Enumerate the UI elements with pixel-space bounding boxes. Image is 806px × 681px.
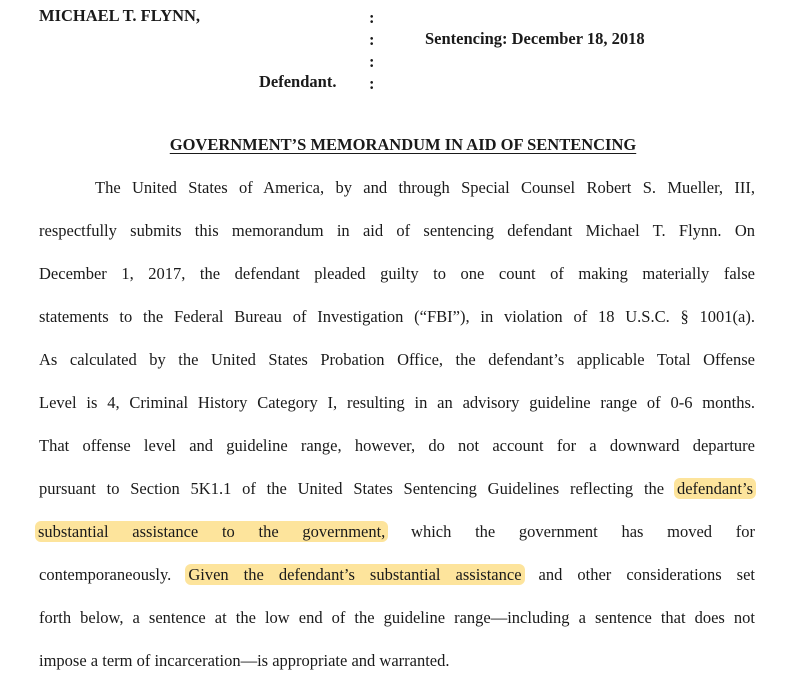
caption-colon: : <box>369 30 375 49</box>
body-line-9 <box>36 521 755 543</box>
body-line-5 <box>39 349 755 371</box>
body-text: That offense level and guideline range, however, do not account for a downward departure <box>39 436 755 455</box>
highlighted-text: Given the defendant’s substantial assistance <box>185 564 524 585</box>
sentencing-date: Sentencing: December 18, 2018 <box>425 29 645 48</box>
body-line-12 <box>39 650 755 672</box>
caption-colon: : <box>369 74 375 93</box>
body-text: pursuant to Section 5K1.1 of the United States Sentencing Guidelines reflecting the <box>39 479 665 498</box>
body-text: December 1, 2017, the defendant pleaded guilty to one count of making materially false <box>39 264 755 283</box>
body-text: respectfully submits this memorandum in aid of sentencing defendant Michael T. Flynn. On <box>39 221 755 240</box>
highlighted-text: substantial assistance to the government, <box>35 521 388 542</box>
caption-colon: : <box>369 8 375 27</box>
body-line-3 <box>39 263 755 285</box>
body-line-6 <box>39 392 755 414</box>
body-line-10 <box>39 564 755 586</box>
defendant-label: Defendant. <box>259 72 337 91</box>
body-text: Level is 4, Criminal History Category I, resulting in an advisory guideline range of 0-6 months. <box>39 393 755 412</box>
body-text: forth below, a sentence at the low end of the guideline range—including a sentence that does not <box>39 608 755 627</box>
defendant-name: MICHAEL T. FLYNN, <box>39 6 201 25</box>
body-text: The United States of America, by and through Special Counsel Robert S. Mueller, III, <box>95 178 755 197</box>
body-line-4 <box>39 306 755 328</box>
body-text: As calculated by the United States Probation Office, the defendant’s applicable Total Offense <box>39 350 755 369</box>
body-text: statements to the Federal Bureau of Investigation (“FBI”), in violation of 18 U.S.C. § 1001(a). <box>39 307 755 326</box>
body-line-11 <box>39 607 755 629</box>
highlighted-text: defendant’s <box>674 478 756 499</box>
document-title: GOVERNMENT’S MEMORANDUM IN AID OF SENTENCING <box>169 135 637 154</box>
caption-colon: : <box>369 52 375 71</box>
body-text: and other considerations set <box>538 565 755 584</box>
body-line-8 <box>39 478 755 500</box>
body-line-1 <box>95 177 755 199</box>
body-text: contemporaneously. <box>39 565 172 584</box>
body-text: which the government has moved for <box>411 522 756 541</box>
body-line-7 <box>39 435 755 457</box>
body-text: impose a term of incarceration—is appropriate and warranted. <box>39 651 450 670</box>
body-line-2 <box>39 220 755 242</box>
